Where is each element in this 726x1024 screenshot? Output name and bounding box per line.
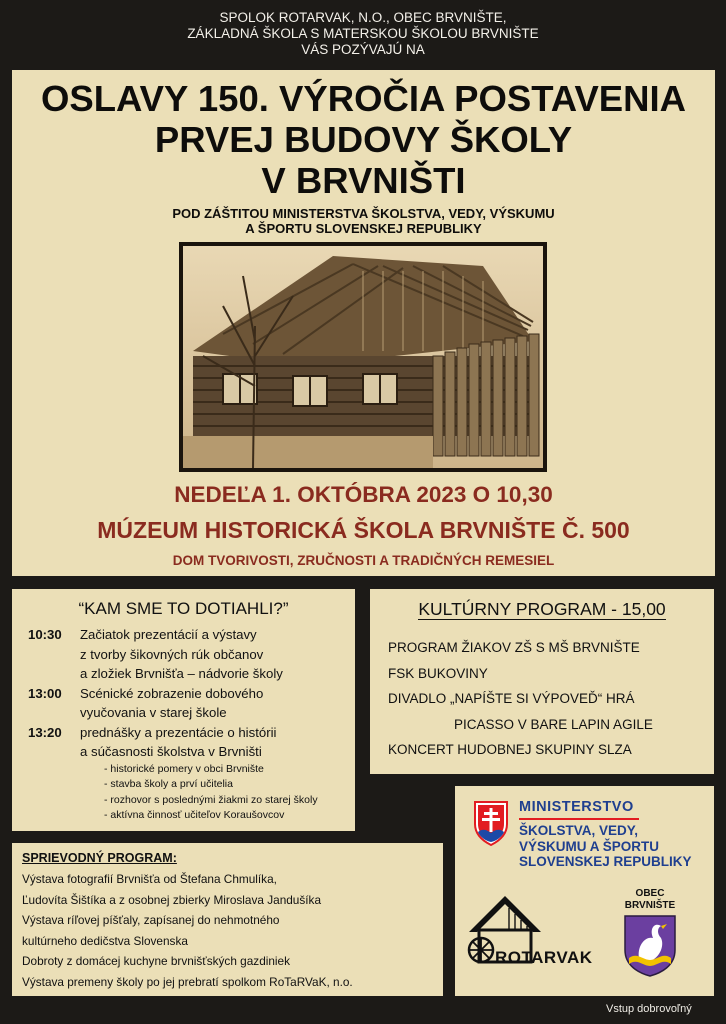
accompanying-program-title: SPRIEVODNÝ PROGRAM: [22,851,177,865]
brvniste-coat-of-arms-icon [623,914,677,978]
schedule-list [28,625,348,824]
list-item: Ľudovíta Šištíka a z osobnej zbierky Miroslava Jandušíka [22,892,322,907]
event-venue: MÚZEUM HISTORICKÁ ŠKOLA BRVNIŠTE Č. 500 [97,517,630,543]
schedule-text: prednášky a prezentácie o histórii [80,724,277,740]
list-item: PICASSO V BARE LAPIN AGILE [454,716,653,732]
organizers-line-1: SPOLOK ROTARVAK, N.O., OBEC BRVNIŠTE, [219,10,507,25]
schedule-item [28,723,348,743]
cultural-program-list [388,635,708,763]
schedule-time: 10:30 [28,627,62,642]
hero-panel [12,70,715,576]
list-item: Výstava fotografií Brvnišťa od Štefana Chmulíka, [22,872,277,886]
patronage-line-2: A ŠPORTU SLOVENSKEJ REPUBLIKY [245,221,482,236]
schedule-text: z tvorby šikovných rúk občanov [80,646,264,662]
accompanying-program-list [22,869,442,992]
lecture-topic: - rozhovor s poslednými žiakmi zo starej školy [104,793,318,806]
patronage-line-1: POD ZÁŠTITOU MINISTERSTVA ŠKOLSTVA, VEDY, VÝSKUMU [172,206,555,221]
list-item: DIVADLO „NAPÍŠTE SI VÝPOVEĎ“ HRÁ [388,691,635,706]
schedule-text: Scénické zobrazenie dobového [80,685,264,701]
event-title-line-2: PRVEJ BUDOVY ŠKOLY [154,119,573,160]
schedule-time: 13:20 [28,724,62,740]
schedule-item [28,625,348,645]
history-program-panel [12,589,355,831]
event-date: NEDEĽA 1. OKTÓBRA 2023 O 10,30 [174,482,553,507]
partner-logos-panel [455,786,714,996]
schedule-text: vyučovania v starej škole [80,705,227,720]
schedule-time: 13:00 [28,685,62,701]
list-item: KONCERT HUDOBNEJ SKUPINY SLZA [388,742,632,757]
cultural-program-panel [370,589,714,774]
ministry-underline [519,818,639,820]
list-item: PROGRAM ŽIAKOV ZŠ S MŠ BRVNIŠTE [388,640,640,655]
rotarvak-logo-text: ROTARVAK [495,948,593,967]
organizers-line-3: VÁS POZÝVAJÚ NA [301,42,425,57]
schedule-item [28,684,348,704]
lecture-topic: - historické pomery v obci Brvnište [104,762,264,775]
schedule-text: a zložiek Brvnišťa – nádvorie školy [80,666,283,681]
organizers-header [0,10,726,58]
municipality-label [615,888,685,912]
list-item: Výstava premeny školy po jej prebratí spolkom RoTaRVaK, n.o. [22,974,353,989]
lecture-topic: - stavba školy a prví učitelia [104,778,233,790]
cultural-program-title [370,599,714,620]
ministry-name-line-4: SLOVENSKEJ REPUBLIKY [519,854,692,869]
municipality-label-line-2: BRVNIŠTE [624,900,676,911]
event-title-line-3: V BRVNIŠTI [261,160,466,201]
history-program-title: “KAM SME TO DOTIAHLI?” [78,599,289,618]
schedule-text: Začiatok prezentácií a výstavy [80,627,257,642]
venue-subtitle: DOM TVORIVOSTI, ZRUČNOSTI A TRADIČNÝCH REMESIEL [172,553,555,568]
ministry-name-line-2: ŠKOLSTVA, VEDY, [519,823,639,838]
ministry-logo [519,798,714,870]
organizers-line-2: ZÁKLADNÁ ŠKOLA S MATERSKOU ŠKOLOU BRVNIŠTE [187,26,539,41]
list-item: FSK BUKOVINY [388,665,488,681]
ministry-name-line-1: MINISTERSTVO [519,799,634,815]
municipality-label-line-1: OBEC [635,888,665,899]
ministry-name-line-3: VÝSKUMU A ŠPORTU [519,838,660,854]
cultural-program-title-text: KULTÚRNY PROGRAM - 15,00 [418,599,666,619]
slovak-coat-of-arms-icon [473,800,509,846]
accompanying-program-panel [12,843,443,996]
list-item: Dobroty z domácej kuchyne brvnišťských gazdiniek [22,954,291,968]
entry-note: Vstup dobrovoľný [606,1003,692,1015]
patronage-text [12,206,715,236]
event-title-line-1: OSLAVY 150. VÝROČIA POSTAVENIA [41,78,686,119]
list-item: kultúrneho dedičstva Slovenska [22,933,188,948]
old-school-building-image [183,246,543,468]
lecture-topic: - aktívna činnosť učiteľov Koraušovcov [104,809,285,821]
list-item: Výstava ríľovej píšťaly, zapísanej do nehmotného [22,913,280,927]
school-photo [179,242,547,472]
event-title [12,78,715,201]
schedule-text: a súčasnosti školstva v Brvništi [80,744,262,759]
